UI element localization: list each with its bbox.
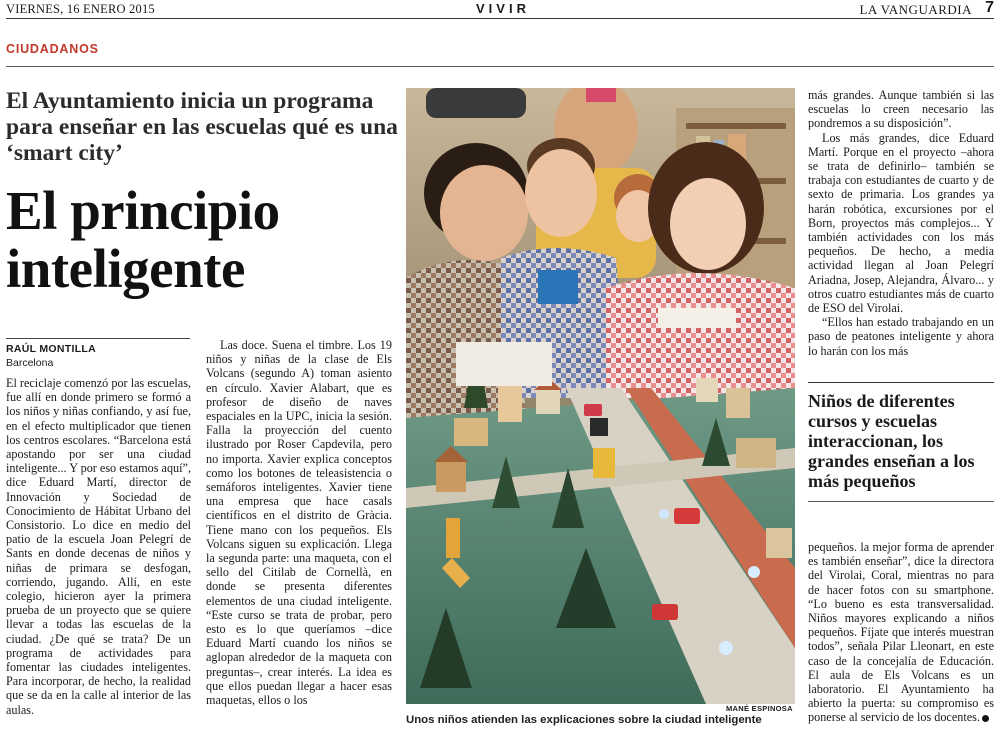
article-column-3-top: [808, 88, 994, 358]
article-photo: [406, 88, 795, 704]
section-name: VIVIR: [476, 1, 530, 16]
article-column-2: [206, 338, 392, 707]
paragraph: más grandes. Aunque también si las escuelas lo creen necesario las pondremos a su disposición”.: [808, 88, 994, 131]
paragraph: “Ellos han estado trabajando en un paso de peatones inteligente y ahora lo harán con los más: [808, 315, 994, 358]
paragraph: [808, 540, 994, 725]
article-column-1: [6, 376, 191, 717]
article-subhead: El Ayuntamiento inicia un programa para enseñar en las escuelas qué es una ‘smart city’: [6, 88, 398, 166]
dateline-place: Barcelona: [6, 357, 54, 369]
paragraph: El reciclaje comenzó por las escuelas, fue allí en donde primero se formó a los niños y niñas confiando, y así fue, en el efecto multiplicador que tienen los centros escolares. “Barcelona está apostando por ser una ciudad inteligente... Y por eso estamos aquí”, dice Eduard Martí, director de Innovación y Sociedad de Conocimiento de Hábitat Urbano del Consistorio. Lo dice en medio del patio de la escuela Joan Pelegrí de Sants en donde decenas de niños y niñas de primara se desfogan, corriendo, jugando. Allí, en este colegio, hicieron ayer la primera prueba de un proyecto que se quiere llevar a todas las escuelas de la ciudad. ¿De qué se trata? De un programa de actividades para fomentar las ciudades inteligentes. Para incorporar, de hecho, la realidad que se da en la calle al interior de las aulas.: [6, 376, 191, 717]
newspaper-name: LA VANGUARDIA: [859, 2, 972, 17]
children-model-city-illustration: [406, 88, 795, 704]
issue-date: VIERNES, 16 ENERO 2015: [6, 2, 155, 16]
byline: [6, 338, 190, 369]
author-name: RAÚL MONTILLA: [6, 343, 97, 355]
photo-credit: MANÉ ESPINOSA: [726, 704, 793, 713]
section-rubric: CIUDADANOS: [6, 42, 99, 56]
photo-caption: Unos niños atienden las explicaciones sobre la ciudad inteligente: [406, 714, 762, 726]
article-column-3-bottom: [808, 540, 994, 725]
paragraph: Las doce. Suena el timbre. Los 19 niños y niñas de la clase de Els Volcans (segundo A) toman asiento en círculo. Xavier Alabart, que es profesor de diseño de naves espaciales en la UPC, inicia la sesión. Falla la proyección del cuento ilustrado por Roser Capdevila, pero no importa. Xavier explica conceptos como los botones de teleasistencia o semáforos inteligentes. Xavier tiene una empresa que hace casals científicos en el distrito de Gràcia. Tiene mano con los pequeños. Els Volcans siguen su explicación. Llega la segunda parte: una maqueta, con el sello del Citilab de Cornellà, en donde se presenta diferentes elementos de una ciudad inteligente. “Este curso se trata de probar, pero esto es lo que queríamos –dice Eduard Martí cuando los niños se aglopan alrededor de la maqueta con preguntas–, crear interés. La idea es que ellos puedan llegar a hacer esas maquetas, ellos o los: [206, 338, 392, 708]
article-headline: El principio inteligente: [6, 180, 280, 299]
paragraph: Los más grandes, dice Eduard Martí. Porque en el proyecto –ahora se trata de definirlo– también se trabaja con estudiantes de cuarto y de sexto de primaria. Los grandes ya harán robótica, excursiones por el Born, proyectos más complejos... Y también actividades con los más pequeños. De hecho, a media actividad llegan al Joan Pelegrí Ariadna, Josep, Alejandra, Álvaro... y otros cuatro estudiantes más de cuarto de ESO del Virolai.: [808, 130, 994, 316]
paragraph-text: pequeños. la mejor forma de aprender es también enseñar”, dice la directora del Virolai, Coral, mientras no para de hacer fotos con su smartphone. “Lo bueno es esta transversalidad. Niños mayores explicando a niños pequeños. Fíjate que interés muestran todos”, señala Pilar Lleonart, en este caso de la concejalía de Educación. El aula de Els Volcans es un laboratorio. El Ayuntamiento ha abierto la puerta: su compromiso es ponerse al servicio de los docentes.: [808, 540, 994, 725]
rubric-divider: [6, 66, 994, 67]
page-number: 7: [985, 0, 994, 16]
pull-quote: Niños de diferentes cursos y escuelas interaccionan, los grandes enseñan a los más pequeños: [808, 382, 994, 502]
end-mark: [982, 715, 989, 722]
running-header: [6, 0, 994, 19]
